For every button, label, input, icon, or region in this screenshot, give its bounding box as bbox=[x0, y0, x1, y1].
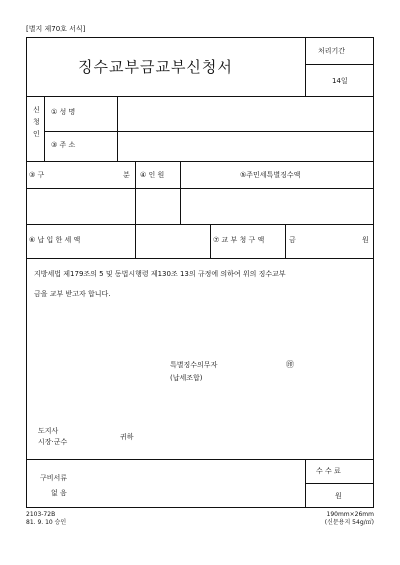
paid-tax-label: ⑥ 납 입 한 세 액 bbox=[29, 236, 81, 244]
applicant-label-2: 청 bbox=[33, 118, 40, 126]
amount-unit: 원 bbox=[362, 236, 369, 244]
applicant-label-1: 신 bbox=[33, 106, 40, 114]
footer-approval: 81. 9. 10 승인 bbox=[26, 519, 67, 526]
rule-applicant-bottom bbox=[26, 161, 374, 162]
form-title: 징수교부금교부신청서 bbox=[78, 58, 233, 76]
request-amount-label: ⑦ 교 부 청 구 액 bbox=[213, 236, 265, 244]
addressee-governor: 도지사 bbox=[38, 427, 59, 435]
rule-tax-row bbox=[26, 258, 374, 259]
applicant-label-3: 인 bbox=[33, 130, 40, 138]
amount-prefix: 금 bbox=[289, 236, 296, 244]
rule-fee-left bbox=[305, 459, 306, 508]
rule-amount-left bbox=[285, 224, 286, 258]
name-field[interactable] bbox=[120, 100, 303, 128]
addressee-mayor: 시장·군수 bbox=[38, 438, 68, 446]
rule-applicant-label bbox=[44, 96, 45, 161]
processing-period-label: 처리기간 bbox=[318, 47, 346, 55]
obligor-sublabel: (납세조합) bbox=[170, 374, 203, 382]
rule-processing-left bbox=[305, 37, 306, 96]
footer-code: 2103-72B bbox=[26, 511, 56, 518]
fee-label: 수 수 료 bbox=[316, 467, 341, 475]
body-text-line-1: 지방세법 제179조의 5 및 동법시행령 제130조 13의 규정에 의하여 위의 징수교부 bbox=[34, 270, 286, 278]
withheld-tax-label: ⑤주민세특별징수액 bbox=[240, 171, 301, 179]
obligor-label: 특별징수의무자 bbox=[170, 361, 218, 369]
body-text-line-2: 금을 교부 받고자 합니다. bbox=[34, 290, 111, 298]
rule-header-row bbox=[26, 188, 374, 189]
paid-tax-field[interactable] bbox=[137, 226, 208, 256]
rule-title-bottom bbox=[26, 96, 374, 97]
rule-request-left bbox=[210, 224, 211, 258]
footer-size: 190mm×26mm bbox=[326, 511, 374, 518]
obligor-seal-mark: ㊞ bbox=[286, 360, 294, 369]
withheld-tax-field[interactable] bbox=[182, 190, 372, 222]
category-field[interactable] bbox=[28, 190, 133, 222]
seal-count-field[interactable] bbox=[137, 190, 178, 222]
category-suffix: 분 bbox=[123, 171, 130, 179]
processing-period-value: 14일 bbox=[332, 77, 348, 85]
rule-docs-top bbox=[26, 459, 374, 460]
address-field[interactable] bbox=[120, 134, 370, 158]
form-number-label: [별지 제70호 서식] bbox=[26, 25, 86, 33]
seal-count-label: ④ 인 원 bbox=[140, 171, 165, 179]
documents-value: 없 음 bbox=[51, 489, 67, 497]
addressee-suffix: 귀하 bbox=[120, 433, 134, 441]
rule-category-right bbox=[135, 161, 136, 258]
rule-values-row bbox=[26, 224, 374, 225]
rule-name-row bbox=[44, 131, 374, 132]
footer-paper: (신문용지 54g/㎡) bbox=[324, 519, 374, 526]
documents-label: 구비서류 bbox=[40, 474, 68, 482]
rule-fee-row bbox=[305, 483, 374, 484]
address-label: ③ 주 소 bbox=[51, 141, 76, 149]
rule-applicant-value bbox=[117, 96, 118, 161]
request-amount-field[interactable] bbox=[298, 226, 358, 256]
rule-processing bbox=[305, 64, 374, 65]
rule-seal-right bbox=[180, 161, 181, 224]
fee-value: 원 bbox=[335, 492, 342, 500]
name-label: ① 성 명 bbox=[51, 108, 76, 116]
category-label: ③ 구 bbox=[29, 171, 45, 179]
